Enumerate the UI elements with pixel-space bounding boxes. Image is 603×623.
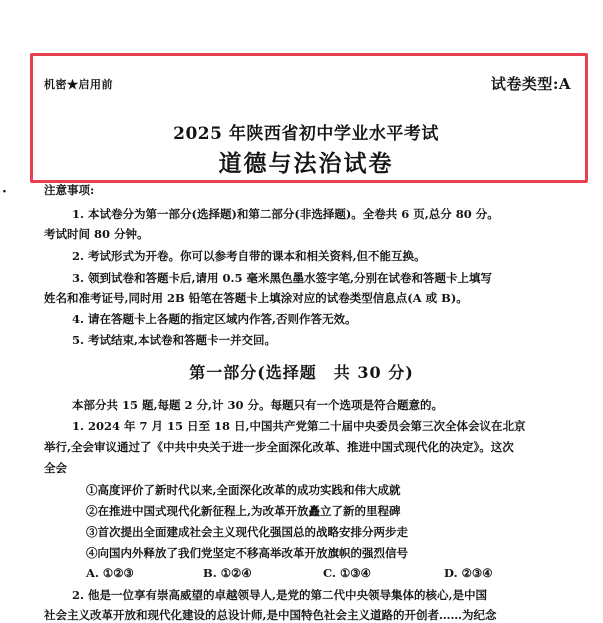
question-1-option-a: A. ①②③ xyxy=(86,566,134,580)
question-1-statement: ①高度评价了新时代以来,全面深化改革的成功实践和伟大成就 xyxy=(86,483,401,497)
question-1-option-c: C. ①③④ xyxy=(323,566,371,580)
subject-title: 道德与法治试卷 xyxy=(218,150,394,177)
question-1-stem-line: 全会 xyxy=(44,461,67,475)
notes-line: 4. 请在答题卡上各题的指定区域内作答,否则作答无效。 xyxy=(72,312,357,326)
question-1-statement: ③首次提出全面建成社会主义现代化强国总的战略安排分两步走 xyxy=(86,525,408,539)
exam-title: 2025 年陕西省初中学业水平考试 xyxy=(173,124,439,144)
paper-type-label: 试卷类型:A xyxy=(490,75,571,93)
notes-line: 考试时间 80 分钟。 xyxy=(44,227,149,241)
question-2-stem-line: 社会主义改革开放和现代化建设的总设计师,是中国特色社会主义道路的开创者……为纪念 xyxy=(44,608,497,622)
notes-line: 1. 本试卷分为第一部分(选择题)和第二部分(非选择题)。全卷共 6 页,总分 80 分。 xyxy=(72,207,499,221)
notes-heading: 注意事项: xyxy=(44,183,95,197)
question-1-stem-line: 1. 2024 年 7 月 15 日至 18 日,中国共产党第二十届中央委员会第三次全体会议在北京 xyxy=(72,419,526,433)
question-1-statement: ④向国内外释放了我们党坚定不移高举改革开放旗帜的强烈信号 xyxy=(86,546,408,560)
notes-line: 2. 考试形式为开卷。你可以参考自带的课本和相关资料,但不能互换。 xyxy=(72,249,426,263)
question-1-stem-line: 举行,全会审议通过了《中共中央关于进一步全面深化改革、推进中国式现代化的决定》。这次 xyxy=(44,440,514,454)
notes-line: 3. 领到试卷和答题卡后,请用 0.5 毫米黑色墨水签字笔,分别在试卷和答题卡上填写 xyxy=(72,271,493,285)
question-1-option-d: D. ②③④ xyxy=(444,566,493,580)
part-one-intro: 本部分共 15 题,每题 2 分,计 30 分。每题只有一个选项是符合题意的。 xyxy=(72,398,444,412)
question-2-stem-line: 2. 他是一位享有崇高威望的卓越领导人,是党的第二代中央领导集体的核心,是中国 xyxy=(72,588,488,602)
question-1-option-b: B. ①②④ xyxy=(203,566,252,580)
part-one-title: 第一部分(选择题 共 30 分) xyxy=(189,363,414,382)
notes-line: 姓名和准考证号,同时用 2B 铅笔在答题卡上填涂对应的试卷类型信息点(A 或 B)。 xyxy=(44,291,468,305)
margin-mark: · xyxy=(2,184,7,200)
confidential-label: 机密★启用前 xyxy=(44,78,113,91)
notes-line: 5. 考试结束,本试卷和答题卡一并交回。 xyxy=(72,333,277,347)
question-1-statement: ②在推进中国式现代化新征程上,为改革开放矗立了新的里程碑 xyxy=(86,504,401,518)
